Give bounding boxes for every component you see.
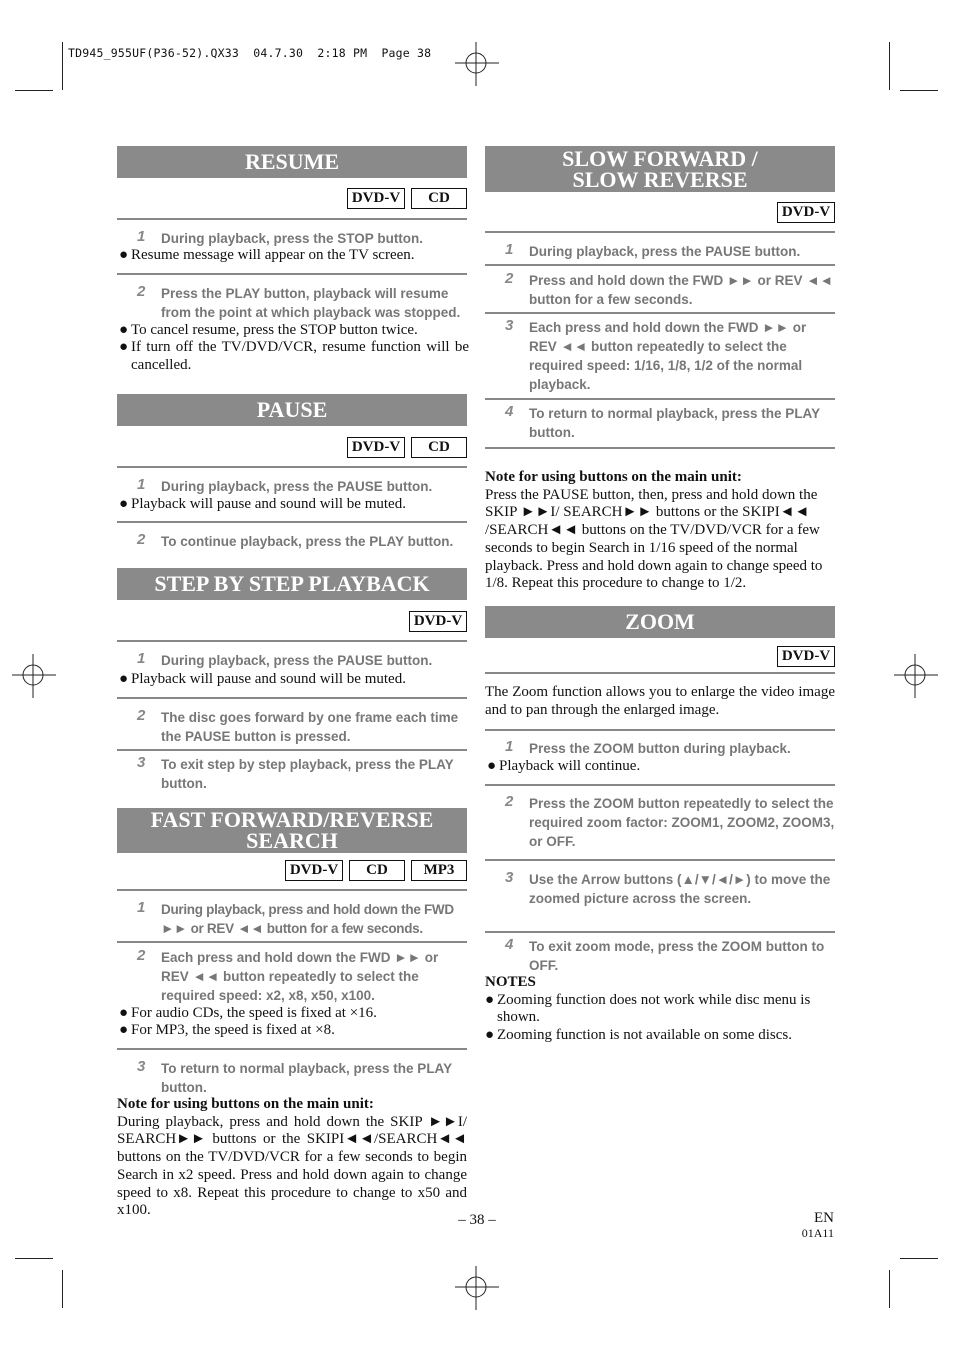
heading-line: SLOW FORWARD / (562, 146, 758, 171)
notes-heading: NOTES (485, 974, 536, 990)
divider (117, 941, 467, 943)
divider (117, 273, 467, 275)
language-code: EN (814, 1210, 834, 1226)
zoom-bullet-1: ● Playback will continue. (487, 758, 641, 774)
step-text: During playback, press and hold down the FWD ►► or REV ◄◄ button for a few seconds. (161, 902, 454, 936)
disc-tag-dvd: DVD-V (347, 188, 405, 209)
step-number: 1 (505, 738, 514, 755)
resume-heading: RESUME (117, 146, 467, 178)
divider (117, 640, 467, 642)
disc-tag-dvd: DVD-V (777, 202, 835, 223)
fast-forward-heading (117, 808, 467, 853)
pause-disc-tags (347, 437, 467, 458)
disc-tag-cd: CD (411, 188, 467, 209)
disc-tag-mp3: MP3 (411, 860, 467, 881)
zoom-intro: The Zoom function allows you to enlarge the video image and to pan through the enlarged image. (485, 684, 835, 718)
step-number: 1 (137, 650, 146, 667)
resume-disc-tags (347, 188, 467, 209)
heading-line: SLOW REVERSE (572, 167, 748, 192)
divider (485, 312, 835, 314)
pause-heading: PAUSE (117, 394, 467, 426)
step-number: 2 (505, 793, 514, 810)
divider (485, 447, 835, 449)
resume-bullet-2: ● To cancel resume, press the STOP button twice. (119, 322, 418, 338)
step-text: Press the ZOOM button during playback. (529, 741, 791, 756)
divider (117, 697, 467, 699)
step-text: Press and hold down the FWD ►► or REV ◄◄ button for a few seconds. (529, 273, 833, 307)
step-number: 3 (505, 317, 514, 334)
step-number: 1 (137, 476, 146, 493)
divider (485, 672, 835, 674)
divider (485, 231, 835, 233)
divider (485, 859, 835, 861)
step-text: To return to normal playback, press the PLAY button. (161, 1061, 452, 1095)
note-body: During playback, press and hold down the SKIP ►►I/ SEARCH►► buttons or the SKIPI◄◄/SEARCH◄◄ buttons on the TV/DVD/VCR for a few seconds to begin Search in x2 speed. Press and hold down again to change speed to x8. Repeat this procedure to change to x50 and x100. (117, 1113, 467, 1219)
step-by-step-disc-tags (409, 611, 467, 632)
step-number: 1 (137, 899, 146, 916)
disc-tag-dvd: DVD-V (285, 860, 343, 881)
step-number: 3 (137, 754, 146, 771)
slow-disc-tags (777, 202, 835, 223)
note-heading: Note for using buttons on the main unit: (485, 469, 742, 485)
divider (485, 398, 835, 400)
bullet-text: Playback will continue. (499, 758, 641, 774)
divider (485, 729, 835, 731)
bullet-text: For audio CDs, the speed is fixed at ×16. (131, 1005, 377, 1021)
page-number: – 38 – (458, 1212, 496, 1228)
fast-forward-disc-tags (285, 860, 467, 881)
registration-mark-left (12, 654, 58, 700)
divider (485, 264, 835, 266)
left-column (117, 146, 467, 1226)
disc-tag-dvd: DVD-V (347, 437, 405, 458)
step-text: To exit zoom mode, press the ZOOM button to OFF. (529, 939, 825, 973)
registration-mark-bottom (455, 1266, 505, 1316)
step-text: To exit step by step playback, press the PLAY button. (161, 757, 454, 791)
disc-tag-cd: CD (411, 437, 467, 458)
divider (117, 749, 467, 751)
step-text: Each press and hold down the FWD ►► or REV ◄◄ button repeatedly to select the required speed: 1/16, 1/8, 1/2 of the normal playback. (529, 320, 807, 392)
note-text: Zooming function does not work while disc menu is shown. (497, 991, 811, 1026)
note-heading: Note for using buttons on the main unit: (117, 1096, 374, 1112)
step-text: During playback, press the STOP button. (161, 231, 424, 246)
heading-line: SEARCH (246, 828, 338, 853)
fast-forward-bullet-1: ● For audio CDs, the speed is fixed at ×16. (119, 1005, 377, 1021)
document-code: 01A11 (801, 1226, 834, 1240)
step-number: 2 (137, 531, 146, 548)
step-number: 1 (137, 228, 146, 245)
step-number: 2 (137, 947, 146, 964)
pause-bullet-1: ● Playback will pause and sound will be muted. (119, 496, 406, 512)
slow-note (485, 469, 835, 593)
resume-bullet-3: ● If turn off the TV/DVD/VCR, resume function will be cancelled. (119, 339, 469, 373)
slow-heading (485, 146, 835, 192)
zoom-disc-tags (777, 646, 835, 667)
fast-forward-bullet-2: ● For MP3, the speed is fixed at ×8. (119, 1022, 335, 1038)
step-number: 3 (505, 869, 514, 886)
divider (117, 466, 467, 468)
step-text: Use the Arrow buttons (▲/▼/◄/►) to move the zoomed picture across the screen. (529, 872, 831, 906)
divider (117, 889, 467, 891)
step-text: Press the ZOOM button repeatedly to select the required zoom factor: ZOOM1, ZOOM2, ZOOM3, or OFF. (529, 796, 835, 849)
note-text: Zooming function is not available on some discs. (497, 1027, 792, 1044)
disc-tag-dvd: DVD-V (409, 611, 467, 632)
step-number: 4 (505, 403, 514, 420)
step-number: 4 (505, 936, 514, 953)
divider (485, 931, 835, 933)
zoom-notes (485, 974, 835, 1045)
divider (485, 784, 835, 786)
note-body: Press the PAUSE button, then, press and hold down the SKIP ►►I/ SEARCH►► buttons or the SKIPI◄◄ /SEARCH◄◄ buttons on the TV/DVD/VCR for a few seconds to begin Search in 1/16 speed of the normal playback. Press and hold down again to change speed to 1/8. Repeat this procedure to change to 1/2. (485, 486, 823, 592)
resume-bullet-1: ● Resume message will appear on the TV screen. (119, 247, 415, 263)
right-column (485, 146, 835, 1226)
divider (117, 218, 467, 220)
step-number: 2 (505, 270, 514, 287)
zoom-heading: ZOOM (485, 606, 835, 638)
print-slug: TD945_955UF(P36-52).QX33 04.7.30 2:18 PM Page 38 (68, 46, 432, 60)
step-text: To return to normal playback, press the PLAY button. (529, 406, 820, 440)
bullet-text: To cancel resume, press the STOP button twice. (131, 322, 418, 338)
registration-mark-top (455, 42, 505, 92)
disc-tag-dvd: DVD-V (777, 646, 835, 667)
step-text: During playback, press the PAUSE button. (529, 244, 801, 259)
bullet-text: Playback will pause and sound will be muted. (131, 671, 406, 687)
bullet-text: For MP3, the speed is fixed at ×8. (131, 1022, 335, 1038)
registration-mark-right (894, 654, 940, 700)
step-text: During playback, press the PAUSE button. (161, 479, 433, 494)
divider (117, 1048, 467, 1050)
step-text: During playback, press the PAUSE button. (161, 653, 433, 668)
step-number: 2 (137, 283, 146, 300)
zoom-note-1: ● Zooming function does not work while disc menu is shown. (485, 992, 835, 1027)
step-number: 2 (137, 707, 146, 724)
step-text: To continue playback, press the PLAY button. (161, 534, 454, 549)
step-text: Press the PLAY button, playback will resume from the point at which playback was stopped. (161, 286, 461, 320)
bullet-text: Resume message will appear on the TV screen. (131, 247, 415, 263)
bullet-text: If turn off the TV/DVD/VCR, resume function will be cancelled. (131, 339, 469, 373)
heading-line: FAST FORWARD/REVERSE (150, 807, 434, 832)
zoom-note-2: ● Zooming function is not available on some discs. (485, 1027, 792, 1044)
step-by-step-heading: STEP BY STEP PLAYBACK (117, 568, 467, 600)
disc-tag-cd: CD (349, 860, 405, 881)
step-text: Each press and hold down the FWD ►► or REV ◄◄ button repeatedly to select the required speed: x2, x8, x50, x100. (161, 950, 439, 1003)
step-text: The disc goes forward by one frame each time the PAUSE button is pressed. (161, 710, 459, 744)
divider (117, 521, 467, 523)
bullet-text: Playback will pause and sound will be muted. (131, 496, 406, 512)
step-number: 1 (505, 241, 514, 258)
step-number: 3 (137, 1058, 146, 1075)
fast-forward-note (117, 1096, 467, 1220)
step-by-step-bullet-1: ● Playback will pause and sound will be muted. (119, 671, 406, 687)
